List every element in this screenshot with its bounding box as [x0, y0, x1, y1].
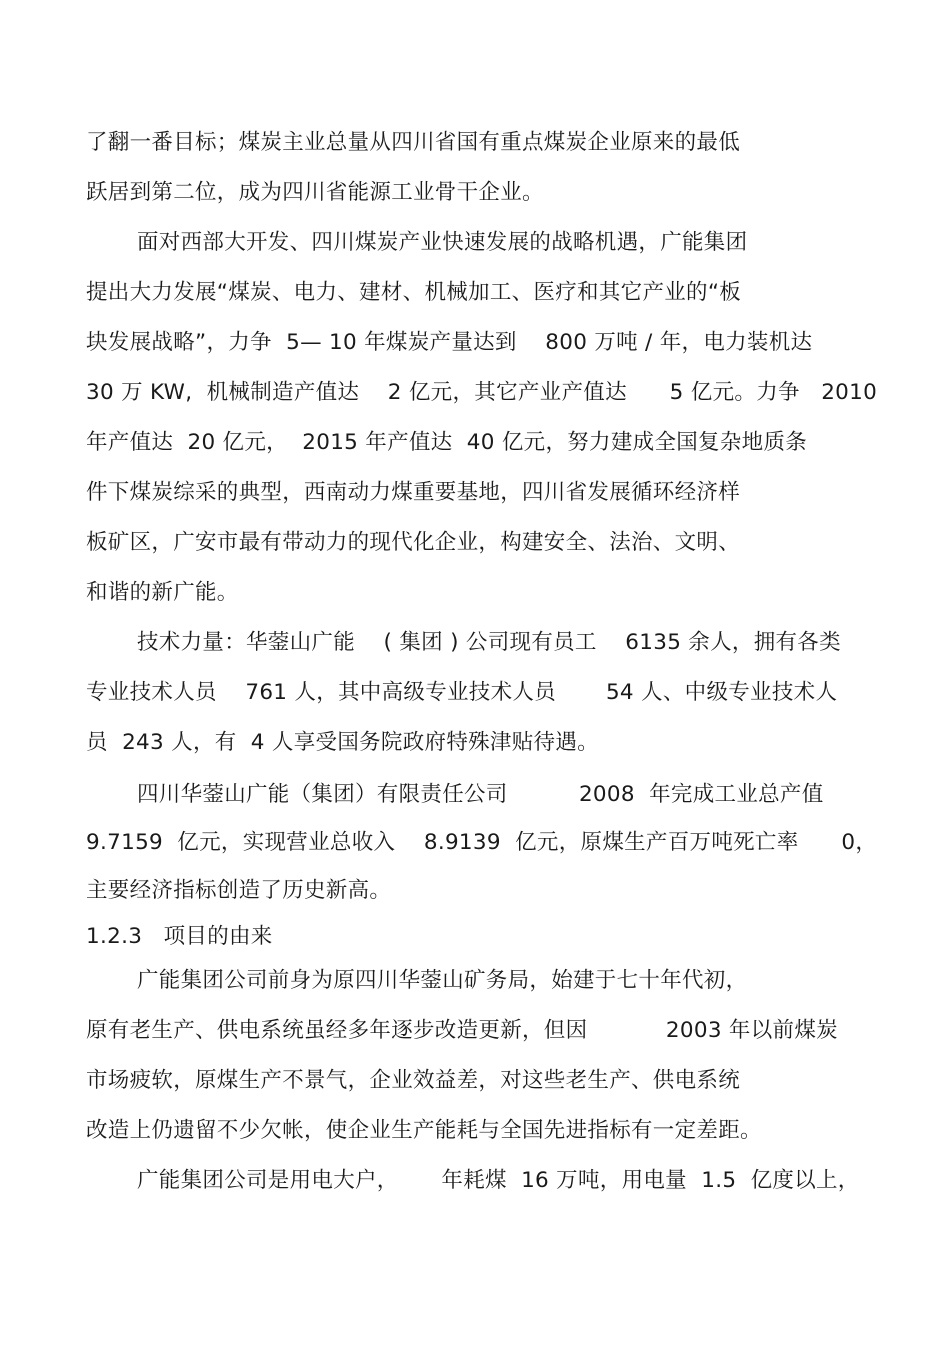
text-line: 原有老生产、供电系统虽经多年逐步改造更新，但因 2003 年以前煤炭 [86, 1018, 838, 1043]
text-line: 市场疲软，原煤生产不景气，企业效益差，对这些老生产、供电系统 [86, 1068, 741, 1093]
section-heading: 1.2.3 项目的由来 [86, 924, 273, 949]
text-line: 件下煤炭综采的典型，西南动力煤重要基地，四川省发展循环经济样 [86, 480, 741, 505]
text-line: 年产值达 20 亿元， 2015 年产值达 40 亿元，努力建成全国复杂地质条 [86, 430, 808, 455]
text-line: 跃居到第二位，成为四川省能源工业骨干企业。 [86, 180, 544, 205]
text-line: 技术力量：华蓥山广能 ( 集团 ) 公司现有员工 6135 余人，拥有各类 [137, 630, 841, 655]
text-line: 了翻一番目标；煤炭主业总量从四川省国有重点煤炭企业原来的最低 [86, 130, 741, 155]
text-line: 四川华蓥山广能（集团）有限责任公司 2008 年完成工业总产值 [137, 782, 824, 807]
text-line: 员 243 人，有 4 人享受国务院政府特殊津贴待遇。 [86, 730, 599, 755]
text-line: 广能集团公司是用电大户， 年耗煤 16 万吨，用电量 1.5 亿度以上， [137, 1168, 860, 1193]
text-line: 广能集团公司前身为原四川华蓥山矿务局，始建于七十年代初， [137, 968, 748, 993]
text-line: 改造上仍遗留不少欠帐，使企业生产能耗与全国先进指标有一定差距。 [86, 1118, 762, 1143]
text-line: 块发展战略”，力争 5— 10 年煤炭产量达到 800 万吨 / 年，电力装机达 [86, 330, 813, 355]
text-line: 专业技术人员 761 人，其中高级专业技术人员 54 人、中级专业技术人 [86, 680, 838, 705]
text-line: 主要经济指标创造了历史新高。 [86, 878, 392, 903]
text-line: 9.7159 亿元，实现营业总收入 8.9139 亿元，原煤生产百万吨死亡率 0， [86, 830, 878, 855]
text-line: 面对西部大开发、四川煤炭产业快速发展的战略机遇，广能集团 [137, 230, 748, 255]
text-line: 和谐的新广能。 [86, 580, 239, 605]
text-line: 提出大力发展“煤炭、电力、建材、机械加工、医疗和其它产业的“板 [86, 280, 742, 305]
text-line: 30 万 KW, 机械制造产值达 2 亿元，其它产业产值达 5 亿元。力争 2010 [86, 380, 878, 405]
text-line: 板矿区，广安市最有带动力的现代化企业，构建安全、法治、文明、 [86, 530, 741, 555]
